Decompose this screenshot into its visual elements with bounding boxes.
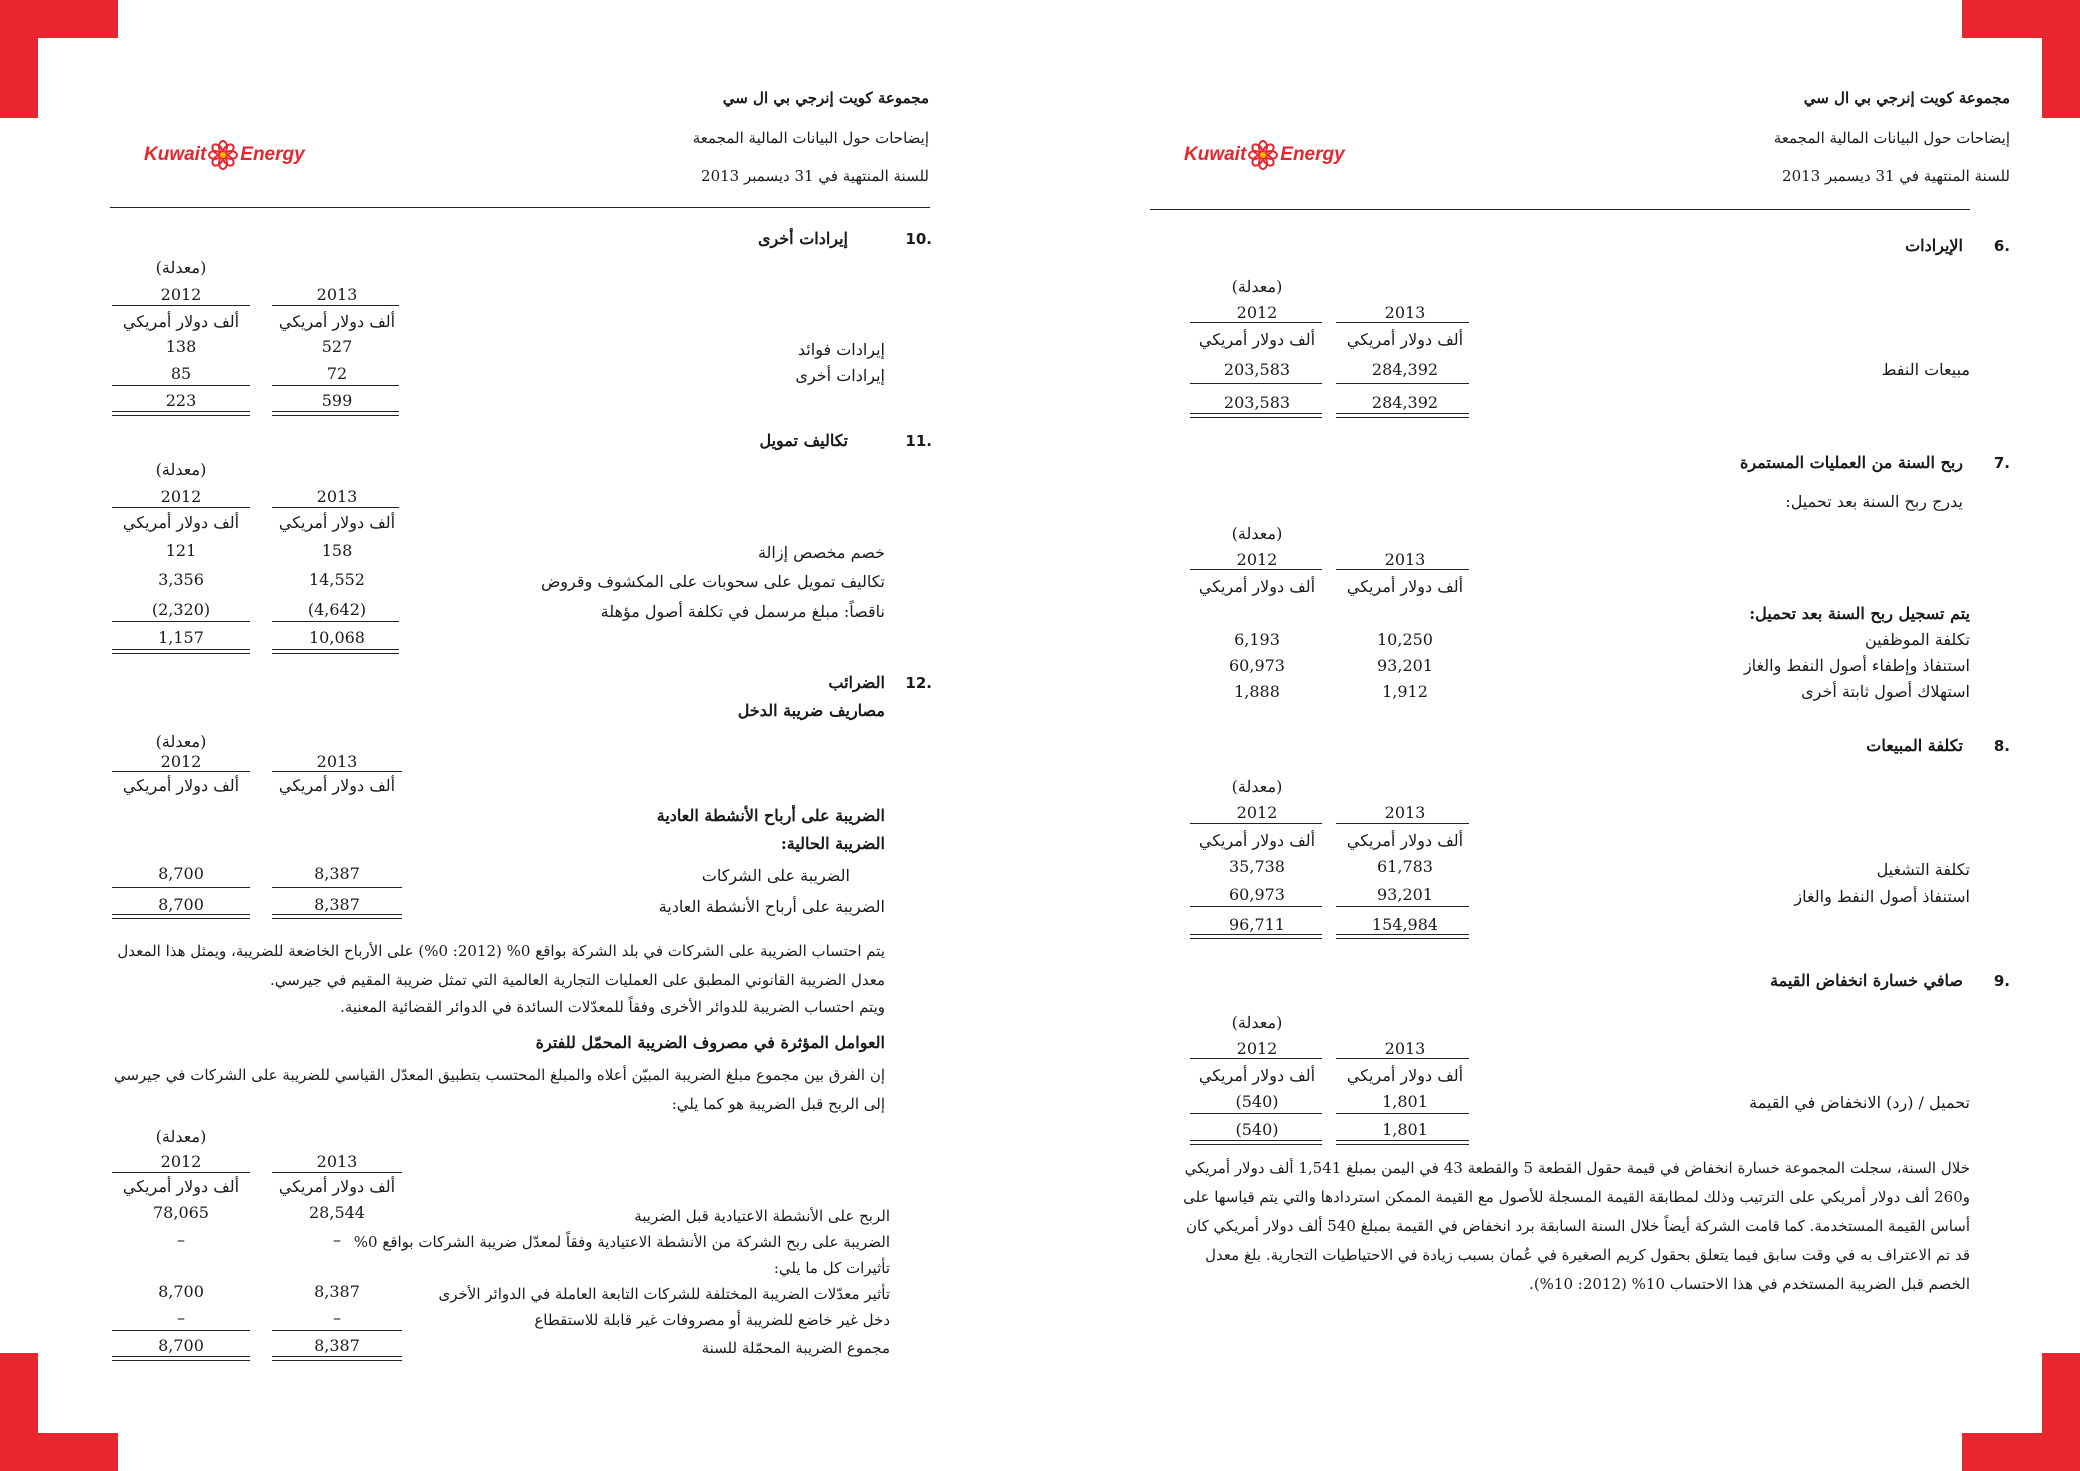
company-logo — [1184, 140, 1345, 170]
cell-2012: 85 — [170, 364, 192, 383]
cell-2013: 10,250 — [1377, 630, 1433, 649]
row-label: تأثير معدّلات الضريبة المختلفة للشركات التابعة العاملة في الدوائر الأخرى — [438, 1285, 890, 1303]
restated-label: (معدلة) — [155, 460, 207, 479]
section-subtitle: مصاريف ضريبة الدخل — [737, 701, 885, 720]
table-subheading: الضريبة الحالية: — [780, 834, 885, 853]
note-number: .10 — [905, 230, 932, 248]
row-label: الضريبة على ربح الشركة من الأنشطة الاعتيادية وفقاً لمعدّل ضريبة الشركات بواقع 0% — [353, 1233, 890, 1251]
unit-label: ألف دولار أمريكي — [278, 312, 396, 331]
unit-label: ألف دولار أمريكي — [1198, 831, 1316, 850]
cell-2013: 527 — [321, 337, 353, 356]
cell-2012: 8,700 — [158, 864, 204, 883]
column-year: 2012 — [160, 1152, 202, 1171]
unit-label: ألف دولار أمريكي — [1346, 330, 1464, 349]
unit-label: ألف دولار أمريكي — [1346, 577, 1464, 596]
restated-label: (معدلة) — [1231, 777, 1283, 796]
note-number: .7 — [1993, 454, 2010, 472]
column-year: 2013 — [316, 487, 358, 506]
divider — [1190, 823, 1322, 824]
total-2012: (540) — [1235, 1120, 1279, 1139]
company-logo — [144, 140, 305, 170]
column-year: 2012 — [1236, 303, 1278, 322]
row-label: مبيعات النفط — [1881, 360, 1970, 379]
cell-2013: 28,544 — [309, 1203, 365, 1222]
divider — [1336, 934, 1469, 939]
column-year: 2013 — [1384, 550, 1426, 569]
cell-2012: 121 — [165, 541, 197, 560]
divider — [272, 1356, 402, 1361]
period-label: للسنة المنتهية في 31 ديسمبر 2013 — [701, 167, 929, 185]
table-subheading: يتم تسجيل ربح السنة بعد تحميل: — [1749, 604, 1970, 623]
divider — [112, 887, 250, 888]
divider — [112, 1330, 250, 1331]
logo-word-energy: Energy — [1280, 144, 1345, 165]
statement-subtitle: إيضاحات حول البيانات المالية المجمعة — [1773, 129, 2010, 147]
row-label: استنفاذ وإطفاء أصول النفط والغاز — [1743, 656, 1970, 675]
cell-2012: 1,888 — [1234, 682, 1280, 701]
row-label: استهلاك أصول ثابتة أخرى — [1801, 682, 1970, 701]
total-2013: 599 — [321, 391, 353, 410]
total-2013: 10,068 — [309, 628, 365, 647]
note-title: تكاليف تمويل — [759, 431, 848, 450]
total-2012: 1,157 — [158, 628, 204, 647]
total-2013: 154,984 — [1371, 915, 1439, 934]
tax-paragraph: ويتم احتساب الضريبة للدوائر الأخرى وفقاً للمعدّلات السائدة في الدوائر القضائية المعنية. — [340, 998, 885, 1016]
unit-label: ألف دولار أمريكي — [1198, 577, 1316, 596]
note-number: .8 — [1993, 737, 2010, 755]
cell-2012: 203,583 — [1223, 360, 1291, 379]
unit-label: ألف دولار أمريكي — [278, 776, 396, 795]
divider — [1336, 569, 1469, 570]
divider — [272, 385, 399, 386]
tax-paragraph: إن الفرق بين مجموع مبلغ الضريبة المبيّن أعلاه والمبلغ المحتسب بتطبيق المعدّل القياسي للضريبة على الشركات في جيرسي إلى الربح قبل الضريبة هو كما يلي: — [113, 1066, 885, 1113]
divider — [112, 771, 250, 772]
restated-label: (معدلة) — [155, 732, 207, 751]
logo-word-kuwait: Kuwait — [1184, 144, 1247, 165]
cell-2012: 138 — [165, 337, 197, 356]
column-year: 2013 — [1384, 1039, 1426, 1058]
note-number: .12 — [905, 674, 932, 692]
row-label: تأثيرات كل ما يلي: — [773, 1259, 890, 1277]
column-year: 2013 — [316, 285, 358, 304]
column-year: 2013 — [316, 1152, 358, 1171]
divider — [272, 914, 402, 919]
unit-label: ألف دولار أمريكي — [122, 312, 240, 331]
period-label: للسنة المنتهية في 31 ديسمبر 2013 — [1782, 167, 2010, 185]
unit-label: ألف دولار أمريكي — [1346, 1066, 1464, 1085]
column-year: 2013 — [316, 752, 358, 771]
unit-label: ألف دولار أمريكي — [122, 776, 240, 795]
total-2013: 8,387 — [314, 1336, 360, 1355]
note-title: إيرادات أخرى — [757, 229, 848, 248]
column-year: 2012 — [1236, 550, 1278, 569]
divider — [112, 305, 250, 306]
flower-logo-icon — [1248, 140, 1278, 170]
table-subheading: الضريبة على أرباح الأنشطة العادية — [656, 806, 885, 825]
cell-2012: 35,738 — [1229, 857, 1285, 876]
cell-2012: 8,700 — [158, 1282, 204, 1301]
impairment-paragraph: خلال السنة، سجلت المجموعة خسارة انخفاض في قيمة حقول القطعة 5 والقطعة 43 في اليمن بمبلغ 1,541 ألف دولار أمريكي و260 ألف دولار أمريكي على الترتيب وذلك لمطابقة القيمة المسجلة للأصول مع القيمة الممكن استردادها والتي يتم قياسها على أساس القيمة المستخدمة. كما قامت الشركة أيضاً خلال السنة السابقة برد انخفاض في القيمة بمبلغ 540 ألف دولار أمريكي كان قد تم الاعتراف به في وقت سابق فيما يتعلق بحقول كريم الصغيرة في عُمان بسبب زيادة في الاحتياطيات التجارية. بلغ معدل الخصم قبل الضريبة المستخدم في هذا الاحتساب 10% (2012: 10%). — [1183, 1159, 1970, 1293]
divider — [112, 507, 250, 508]
note-title: تكلفة المبيعات — [1866, 736, 1963, 755]
row-label: مجموع الضريبة المحمّلة للسنة — [701, 1339, 890, 1357]
restated-label: (معدلة) — [155, 258, 207, 277]
cell-2012: (540) — [1235, 1092, 1279, 1111]
cell-2012: – — [177, 1308, 185, 1327]
row-label: إيرادات أخرى — [795, 366, 885, 385]
note-number: .11 — [905, 432, 932, 450]
restated-label: (معدلة) — [155, 1127, 207, 1146]
divider — [1190, 1113, 1322, 1114]
unit-label: ألف دولار أمريكي — [1198, 330, 1316, 349]
cell-2013: 1,912 — [1382, 682, 1428, 701]
header-divider — [110, 207, 930, 208]
unit-label: ألف دولار أمريكي — [1346, 831, 1464, 850]
cell-2012: (2,320) — [151, 600, 211, 619]
row-label: تكلفة الموظفين — [1864, 630, 1970, 649]
divider — [272, 411, 399, 416]
divider — [1190, 383, 1322, 384]
row-label: تحميل / (رد) الانخفاض في القيمة — [1749, 1093, 1970, 1112]
header-divider — [1150, 209, 1970, 210]
right-page — [1040, 0, 2080, 1471]
total-2012: 223 — [165, 391, 197, 410]
column-year: 2012 — [160, 752, 202, 771]
divider — [272, 1172, 402, 1173]
logo-word-energy: Energy — [240, 144, 305, 165]
column-year: 2012 — [1236, 1039, 1278, 1058]
divider — [272, 305, 399, 306]
note-title: ربح السنة من العمليات المستمرة — [1739, 453, 1963, 472]
unit-label: ألف دولار أمريكي — [1198, 1066, 1316, 1085]
row-label: خصم مخصص إزالة — [757, 543, 885, 562]
divider — [112, 1356, 250, 1361]
cell-2012: 78,065 — [153, 1203, 209, 1222]
divider — [1190, 413, 1322, 418]
cell-2013: 14,552 — [309, 570, 365, 589]
company-name: مجموعة كويت إنرجي بي ال سي — [722, 89, 929, 107]
divider — [1336, 906, 1469, 907]
cell-2012: 60,973 — [1229, 885, 1285, 904]
note-title: الإيرادات — [1905, 236, 1963, 255]
divider — [272, 649, 399, 654]
divider — [112, 621, 250, 622]
statement-subtitle: إيضاحات حول البيانات المالية المجمعة — [692, 129, 929, 147]
note-number: .9 — [1993, 972, 2010, 990]
restated-label: (معدلة) — [1231, 524, 1283, 543]
divider — [1190, 934, 1322, 939]
row-label: إيرادات فوائد — [797, 340, 885, 359]
divider — [1336, 1113, 1469, 1114]
cell-2012: 8,700 — [158, 895, 204, 914]
divider — [272, 1330, 402, 1331]
row-label: دخل غير خاضع للضريبة أو مصروفات غير قابلة للاستقطاع — [534, 1311, 890, 1329]
column-year: 2013 — [1384, 803, 1426, 822]
row-label: استنفاذ أصول النفط والغاز — [1794, 887, 1970, 906]
row-label: تكلفة التشغيل — [1876, 860, 1970, 879]
column-year: 2012 — [160, 487, 202, 506]
divider — [1336, 322, 1469, 323]
restated-label: (معدلة) — [1231, 1013, 1283, 1032]
cell-2013: 61,783 — [1377, 857, 1433, 876]
divider — [112, 385, 250, 386]
cell-2013: – — [333, 1230, 341, 1249]
flower-logo-icon — [208, 140, 238, 170]
cell-2012: – — [177, 1230, 185, 1249]
divider — [272, 507, 399, 508]
company-name: مجموعة كويت إنرجي بي ال سي — [1803, 89, 2010, 107]
cell-2013: 1,801 — [1382, 1092, 1428, 1111]
unit-label: ألف دولار أمريكي — [122, 513, 240, 532]
cell-2013: – — [333, 1308, 341, 1327]
total-2013: 1,801 — [1382, 1120, 1428, 1139]
cell-2012: 6,193 — [1234, 630, 1280, 649]
divider — [1336, 383, 1469, 384]
cell-2013: 93,201 — [1377, 885, 1433, 904]
unit-label: ألف دولار أمريكي — [122, 1177, 240, 1196]
divider — [1336, 1058, 1469, 1059]
row-label: الضريبة على أرباح الأنشطة العادية — [658, 897, 885, 916]
note-title: الضرائب — [828, 673, 885, 692]
divider — [1336, 823, 1469, 824]
row-label: الضريبة على الشركات — [701, 866, 850, 885]
divider — [1190, 322, 1322, 323]
divider — [272, 621, 399, 622]
total-2012: 8,700 — [158, 1336, 204, 1355]
cell-2013: (4,642) — [307, 600, 367, 619]
total-2012: 203,583 — [1223, 393, 1291, 412]
column-year: 2013 — [1384, 303, 1426, 322]
divider — [272, 887, 402, 888]
divider — [112, 914, 250, 919]
divider — [1336, 1140, 1469, 1145]
row-label: الربح على الأنشطة الاعتيادية قبل الضريبة — [634, 1207, 890, 1225]
note-title: صافي خسارة انخفاض القيمة — [1770, 971, 1963, 990]
cell-2012: 3,356 — [158, 570, 204, 589]
factors-heading: العوامل المؤثرة في مصروف الضريبة المحمّل للفترة — [535, 1033, 885, 1052]
divider — [1190, 1140, 1322, 1145]
divider — [1190, 1058, 1322, 1059]
cell-2013: 8,387 — [314, 895, 360, 914]
cell-2013: 158 — [321, 541, 353, 560]
divider — [272, 771, 402, 772]
note-intro: يدرج ربح السنة بعد تحميل: — [1785, 492, 1963, 511]
logo-word-kuwait: Kuwait — [144, 144, 207, 165]
divider — [1336, 413, 1469, 418]
column-year: 2012 — [160, 285, 202, 304]
divider — [1190, 569, 1322, 570]
divider — [1190, 906, 1322, 907]
unit-label: ألف دولار أمريكي — [278, 1177, 396, 1196]
cell-2012: 60,973 — [1229, 656, 1285, 675]
divider — [112, 1172, 250, 1173]
cell-2013: 284,392 — [1371, 360, 1439, 379]
unit-label: ألف دولار أمريكي — [278, 513, 396, 532]
row-label: ناقصاً: مبلغ مرسمل في تكلفة أصول مؤهلة — [600, 602, 885, 621]
total-2013: 284,392 — [1371, 393, 1439, 412]
cell-2013: 8,387 — [314, 1282, 360, 1301]
tax-paragraph: يتم احتساب الضريبة على الشركات في بلد الشركة بواقع 0% (2012: 0%) على الأرباح الخاضعة للضريبة، ويمثل هذا المعدل معدل الضريبة القانوني المطبق على العمليات التجارية العالمية التي تمثل ضريبة المقيم في جيرسي. — [117, 942, 885, 989]
cell-2013: 8,387 — [314, 864, 360, 883]
cell-2013: 72 — [326, 364, 348, 383]
note-number: .6 — [1993, 237, 2010, 255]
column-year: 2012 — [1236, 803, 1278, 822]
divider — [112, 649, 250, 654]
divider — [112, 411, 250, 416]
restated-label: (معدلة) — [1231, 277, 1283, 296]
cell-2013: 93,201 — [1377, 656, 1433, 675]
row-label: تكاليف تمويل على سحوبات على المكشوف وقروض — [540, 572, 885, 591]
total-2012: 96,711 — [1229, 915, 1285, 934]
